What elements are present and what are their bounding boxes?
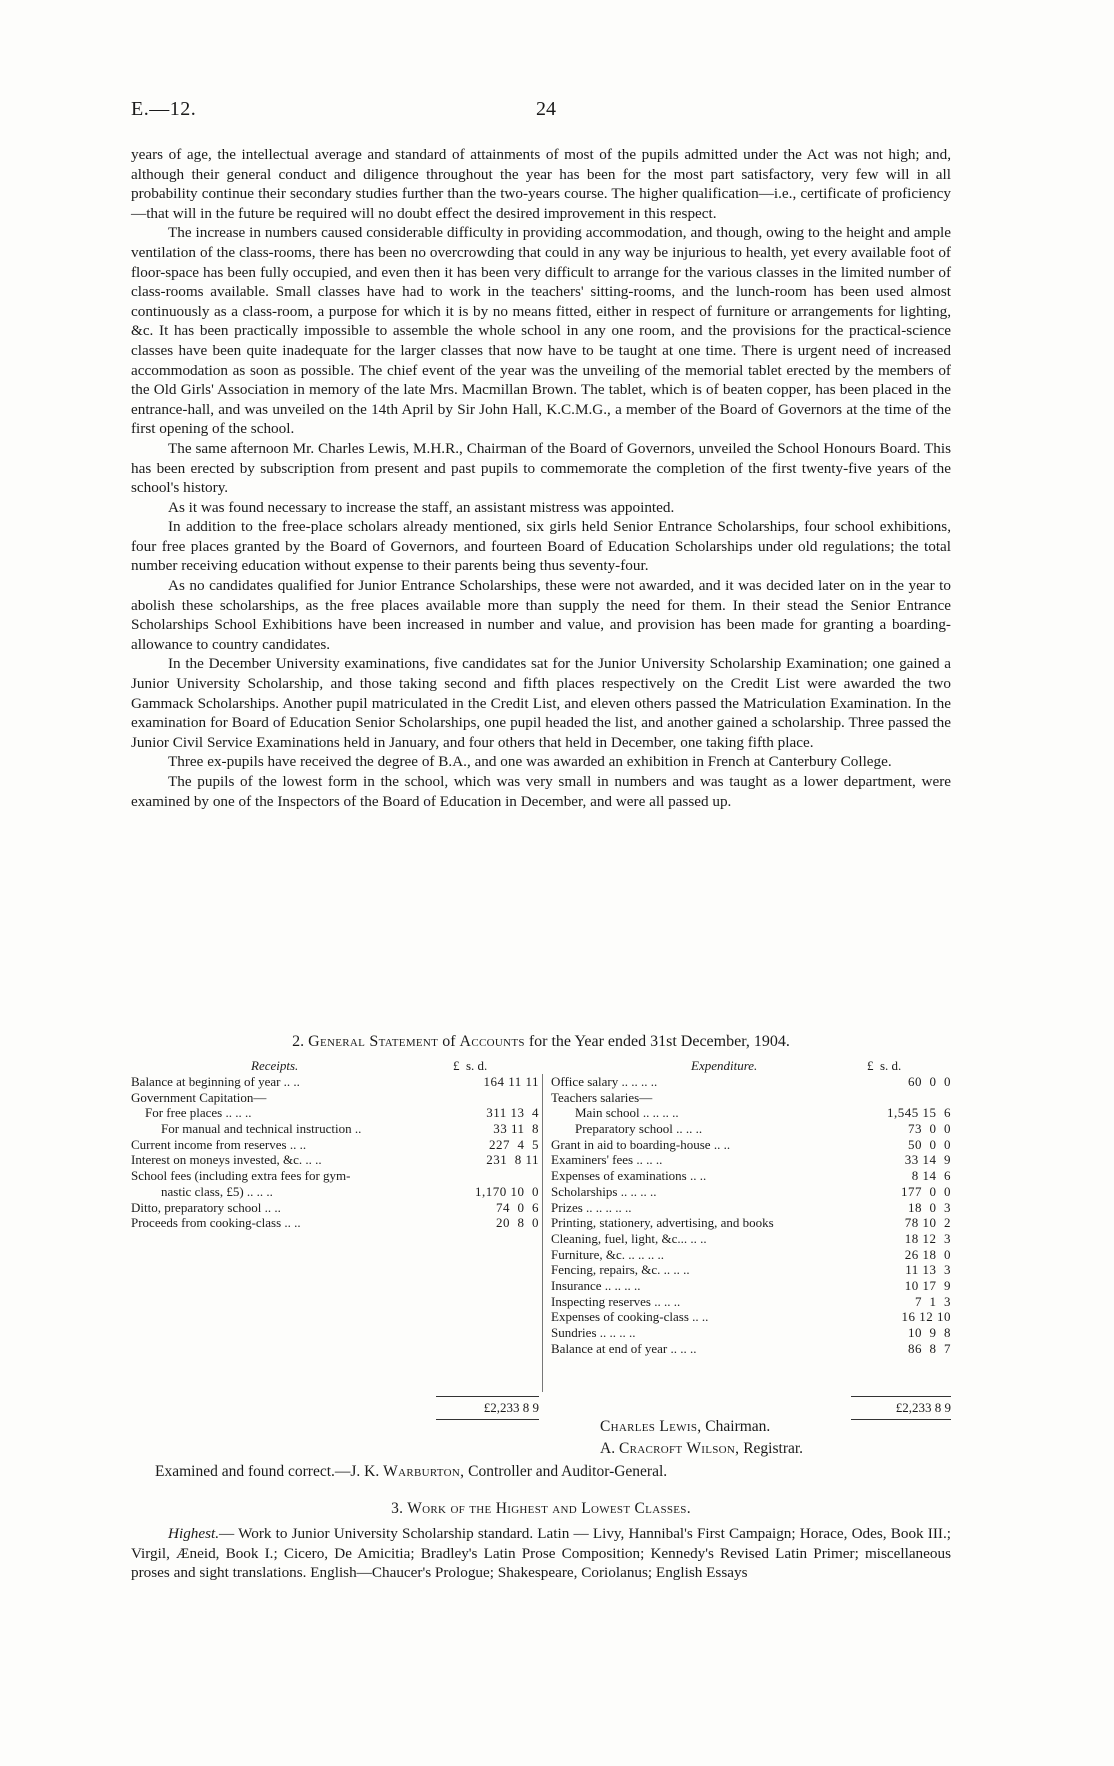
- registrar-signature: A. Cracroft Wilson, Registrar.: [600, 1440, 804, 1457]
- totals-row: [131, 1392, 951, 1418]
- account-amount: 78 10 2: [904, 1215, 951, 1231]
- account-amount: 227 4 5: [489, 1136, 539, 1152]
- account-amount: 10 9 8: [908, 1325, 951, 1340]
- paragraph: years of age, the intellectual average and standard of attainments of most of the pupils admitted under the Act was not high; and, although their general conduct and diligence throughout the year has been for the most part satisfactory, very few will in all probability continue their secondary studies further than the two-years course. The higher qualification—i.e., certificate of proficiency—that will in the future be required will no doubt effect the desired improvement in this respect.: [131, 146, 951, 222]
- accounts-table: [131, 1058, 951, 1418]
- account-label: Examiners' fees .. .. ..: [551, 1152, 663, 1168]
- receipt-row: [131, 1074, 539, 1090]
- paragraph: The pupils of the lowest form in the school, which was very small in numbers and was taught as a lower department, were examined by one of the Inspectors of the Board of Education in December, and were all passed up.: [131, 773, 951, 810]
- section-3-title: 3. Work of the Highest and Lowest Classes.: [391, 1500, 691, 1517]
- highest-label: Highest.: [168, 1525, 220, 1542]
- account-amount: 60 0 0: [908, 1074, 951, 1089]
- total-expenditure: £2,233 8 9: [851, 1396, 951, 1420]
- account-amount: 73 0 0: [908, 1121, 951, 1137]
- account-label: Cleaning, fuel, light, &c... .. ..: [551, 1230, 707, 1246]
- expenditure-column: [551, 1074, 951, 1356]
- paragraph: The same afternoon Mr. Charles Lewis, M.H.R., Chairman of the Board of Governors, unveiled the School Honours Board. This has been erected by subscription from present and past pupils to commemorate the completion of the first twenty-five years of the school's history.: [131, 439, 951, 497]
- receipt-row: [131, 1200, 539, 1216]
- expenditure-row: [551, 1278, 951, 1294]
- account-label: Printing, stationery, advertising, and books: [551, 1215, 774, 1231]
- account-label: Grant in aid to boarding-house .. ..: [551, 1136, 731, 1152]
- account-label: School fees (including extra fees for gym-: [131, 1168, 351, 1184]
- expenditure-row: [551, 1294, 951, 1310]
- total-receipts: £2,233 8 9: [436, 1396, 539, 1420]
- expenditure-row: [551, 1341, 951, 1357]
- account-amount: 177 0 0: [901, 1183, 951, 1199]
- expenditure-row: [551, 1247, 951, 1263]
- expenditure-row: [551, 1262, 951, 1278]
- expenditure-row: [551, 1090, 951, 1106]
- paragraph: In the December University examinations, five candidates sat for the Junior University Scholarship Examination; one gained a Junior University Scholarship, and those taking second and fifth places respectively on the Credit List were awarded the two Gammack Scholarships. Another pupil matriculated in the Credit List, and eleven others passed the Matriculation Examination. In the examination for Board of Education Senior Scholarships, one pupil headed the list, and another gained a scholarship. Three passed the Junior Civil Service Examinations held in January, and four others that held in December, one taking fifth place.: [131, 655, 951, 751]
- account-amount: 74 0 6: [496, 1199, 539, 1215]
- receipt-row: [131, 1137, 539, 1153]
- receipt-row: [131, 1168, 539, 1184]
- account-amount: 164 11 11: [483, 1074, 539, 1089]
- expenditure-row: [551, 1309, 951, 1325]
- expenditure-heading: Expenditure.: [691, 1058, 758, 1073]
- account-amount: 18 12 3: [904, 1230, 951, 1246]
- account-label: Current income from reserves .. ..: [131, 1136, 307, 1152]
- accounts-header: [131, 1058, 951, 1074]
- expenditure-row: [551, 1121, 951, 1137]
- account-label: Main school .. .. .. ..: [575, 1105, 679, 1121]
- section-3-text: [131, 1524, 951, 1583]
- report-code: E.—12.: [131, 98, 197, 120]
- account-amount: 1,170 10 0: [475, 1183, 539, 1199]
- account-amount: 231 8 11: [486, 1152, 539, 1168]
- expenditure-row: [551, 1137, 951, 1153]
- expenditure-row: [551, 1200, 951, 1216]
- paragraph: Highest.— Work to Junior University Scholarship standard. Latin — Livy, Hannibal's First Campaign; Horace, Odes, Book III.; Virgil, Æneid, Book I.; Cicero, De Amicitia; Bradley's Latin Prose Composition; Kennedy's Revised Latin Primer; miscellaneous proses and sight translations. English—Chaucer's Prologue; Shakespeare, Coriolanus; English Essays: [131, 1525, 951, 1582]
- account-label: Teachers salaries—: [551, 1089, 653, 1105]
- account-label: Ditto, preparatory school .. ..: [131, 1199, 281, 1215]
- account-label: Prizes .. .. .. .. ..: [551, 1199, 632, 1215]
- account-label: Scholarships .. .. .. ..: [551, 1183, 657, 1199]
- account-label: nastic class, £5) .. .. ..: [161, 1183, 273, 1199]
- account-label: Insurance .. .. .. ..: [551, 1277, 641, 1293]
- account-label: Expenses of examinations .. ..: [551, 1168, 707, 1184]
- expenditure-row: [551, 1231, 951, 1247]
- receipts-heading: Receipts.: [251, 1058, 299, 1073]
- account-amount: 8 14 6: [911, 1168, 951, 1184]
- expenditure-row: [551, 1168, 951, 1184]
- account-label: Proceeds from cooking-class .. ..: [131, 1215, 301, 1231]
- account-label: Furniture, &c. .. .. .. ..: [551, 1246, 665, 1262]
- receipt-row: [131, 1152, 539, 1168]
- receipt-row: [131, 1105, 539, 1121]
- account-label: Preparatory school .. .. ..: [575, 1121, 703, 1137]
- account-amount: 26 18 0: [904, 1246, 951, 1262]
- account-label: Inspecting reserves .. .. ..: [551, 1293, 681, 1309]
- paragraph: As no candidates qualified for Junior Entrance Scholarships, these were not awarded, and it was decided later on in the year to abolish these scholarships, as the free places available more than supply the need for them. In their stead the Senior Entrance Scholarships School Exhibitions have been increased in number and value, and provision has been made for granting a boarding-allowance to country candidates.: [131, 577, 951, 653]
- paragraph: The increase in numbers caused considerable difficulty in providing accommodation, and though, owing to the height and ample ventilation of the class-rooms, there has been no overcrowding that could in any way be injurious to health, yet every available foot of floor-space has been fully occupied, and even then it has been very difficult to arrange for the various classes in the limited number of class-rooms available. Small classes have had to work in the teachers' sitting-rooms, and the lunch-room has been used almost continuously as a class-room, a purpose for which it is by no means fitted, either in respect of furniture or arrangements for lighting, &c. It has been practically impossible to assemble the whole school in any one room, and the provisions for the practical-science classes have been quite inadequate for the larger classes that now have to be taught at one time. There is urgent need of increased accommodation as soon as possible. The chief event of the year was the unveiling of the memorial tablet erected by the members of the Old Girls' Association in memory of the late Mrs. Macmillan Brown. The tablet, which is of beaten copper, has been placed in the entrance-hall, and was unveiled on the 14th April by Sir John Hall, K.C.M.G., a member of the Board of Governors at the time of the first opening of the school.: [131, 224, 951, 438]
- account-label: Expenses of cooking-class .. ..: [551, 1309, 709, 1325]
- account-label: Office salary .. .. .. ..: [551, 1074, 658, 1089]
- expenditure-row: [551, 1184, 951, 1200]
- paragraph: As it was found necessary to increase the staff, an assistant mistress was appointed.: [168, 498, 675, 516]
- receipt-row: [131, 1090, 539, 1106]
- expenditure-row: [551, 1105, 951, 1121]
- account-amount: 18 0 3: [908, 1199, 951, 1215]
- account-amount: 50 0 0: [908, 1136, 951, 1152]
- account-amount: 1,545 15 6: [887, 1105, 951, 1121]
- expenditure-row: [551, 1152, 951, 1168]
- receipts-column: [131, 1074, 539, 1231]
- account-label: Fencing, repairs, &c. .. .. ..: [551, 1262, 690, 1278]
- account-amount: 7 1 3: [915, 1293, 951, 1309]
- account-amount: 33 14 9: [904, 1152, 951, 1168]
- paragraph: Three ex-pupils have received the degree of B.A., and one was awarded an exhibition in French at Canterbury College.: [168, 753, 892, 771]
- page-number: 24: [536, 98, 556, 120]
- account-amount: 20 8 0: [496, 1215, 539, 1231]
- account-amount: 10 17 9: [904, 1277, 951, 1293]
- column-divider: [542, 1074, 543, 1392]
- account-label: Balance at beginning of year .. ..: [131, 1074, 300, 1089]
- account-label: For manual and technical instruction ..: [161, 1121, 362, 1137]
- body-text: [131, 145, 951, 811]
- auditor-statement: Examined and found correct.—J. K. Warburton, Controller and Auditor-General.: [155, 1463, 668, 1480]
- account-label: For free places .. .. ..: [145, 1105, 252, 1121]
- account-label: Sundries .. .. .. ..: [551, 1325, 636, 1340]
- account-amount: 16 12 10: [901, 1309, 951, 1325]
- receipt-row: [131, 1215, 539, 1231]
- receipt-row: [131, 1184, 539, 1200]
- expenditure-row: [551, 1074, 951, 1090]
- expenditure-row: [551, 1325, 951, 1341]
- account-amount: 311 13 4: [486, 1105, 539, 1121]
- account-amount: 86 8 7: [908, 1340, 951, 1356]
- paragraph: In addition to the free-place scholars already mentioned, six girls held Senior Entrance Scholarships, four school exhibitions, four free places granted by the Board of Governors, and fourteen Board of Education Scholarships under old regulations; the total number receiving education without expense to their parents being thus seventy-four.: [131, 518, 951, 575]
- expenditure-currency-heading: £ s. d.: [867, 1058, 902, 1073]
- receipts-currency-heading: £ s. d.: [453, 1058, 488, 1073]
- account-amount: 33 11 8: [493, 1121, 539, 1137]
- expenditure-row: [551, 1215, 951, 1231]
- chairman-signature: Charles Lewis, Chairman.: [600, 1418, 771, 1435]
- account-label: Interest on moneys invested, &c. .. ..: [131, 1152, 322, 1168]
- account-label: Government Capitation—: [131, 1089, 267, 1105]
- receipt-row: [131, 1121, 539, 1137]
- account-amount: 11 13 3: [905, 1262, 951, 1278]
- account-label: Balance at end of year .. .. ..: [551, 1340, 697, 1356]
- section-2-title: 2. General Statement of Accounts for the Year ended 31st December, 1904.: [292, 1033, 790, 1050]
